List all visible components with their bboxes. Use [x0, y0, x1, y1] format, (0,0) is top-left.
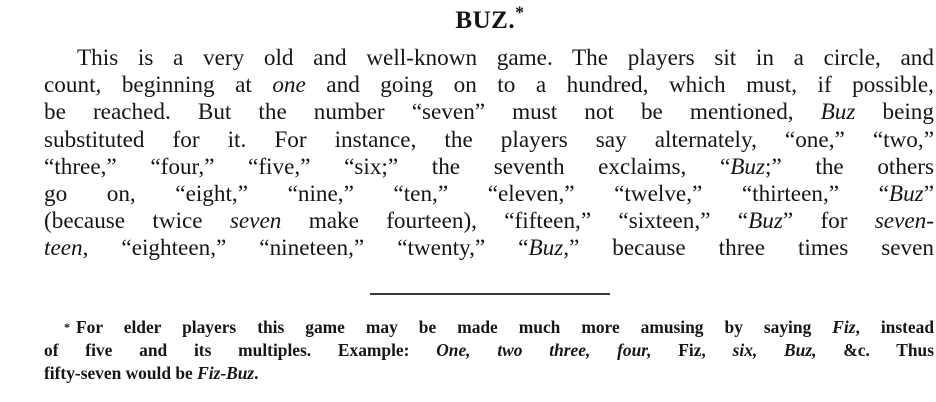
text-run: This is a very old and well-known game. The players sit in a circle, and	[77, 45, 934, 71]
footnote	[44, 316, 934, 384]
italic-text-run: Fiz	[832, 317, 856, 337]
italic-text-run: Buz	[820, 99, 856, 126]
text-run: substituted for it. For instance, the players say alternately, “one,” “two,”	[44, 126, 934, 153]
text-run: being	[855, 99, 934, 126]
body-line-7	[44, 208, 934, 235]
text-run: and going on to a hundred, which must, if possible,	[305, 72, 934, 99]
italic-text-run: Buz	[748, 208, 783, 235]
body-line-2	[44, 72, 934, 99]
text-run: , “eighteen,” “nineteen,” “twenty,” “	[82, 235, 529, 262]
text-run: make fourteen), “fifteen,” “sixteen,” “	[281, 208, 749, 235]
text-run: ”	[923, 181, 934, 208]
text-run: go on, “eight,” “nine,” “ten,” “eleven,” “twelve,” “thirteen,” “	[44, 181, 889, 208]
text-run: “three,” “four,” “five,” “six;” the seventh exclaims, “	[44, 153, 731, 180]
footnote-line-1	[44, 316, 934, 339]
footnote-line-1-text	[76, 317, 934, 337]
text-run: fifty-seven would be	[44, 362, 198, 383]
body-line-5	[44, 154, 934, 181]
footnote-reference-marker: *	[515, 2, 525, 23]
text-run: (because twice	[44, 208, 230, 235]
page-title	[0, 4, 936, 38]
body-paragraph	[44, 45, 934, 263]
italic-text-run: One, two three, four,	[436, 339, 652, 360]
italic-text-run: seven-	[874, 208, 934, 235]
footnote-marker: *	[64, 320, 70, 334]
text-run: ;” the others	[765, 153, 934, 180]
italic-text-run: Buz	[730, 153, 766, 180]
text-run: &c. Thus	[816, 339, 934, 360]
body-line-4	[44, 127, 934, 154]
text-run: , instead	[855, 317, 934, 337]
text-run: .	[254, 362, 259, 383]
italic-text-run: six, Buz,	[732, 339, 817, 360]
footnote-line-3	[44, 362, 934, 385]
body-line-1	[44, 45, 934, 72]
body-line-3	[44, 99, 934, 126]
italic-text-run: Fiz-Buz	[197, 362, 255, 383]
text-run: Fiz,	[651, 339, 733, 360]
text-run: ,” because three times seven	[563, 235, 934, 262]
text-run: count, beginning at	[44, 72, 273, 99]
italic-text-run: teen	[44, 235, 83, 262]
title-text: BUZ.	[455, 7, 516, 34]
italic-text-run: seven	[229, 208, 282, 235]
footnote-separator-rule	[370, 293, 610, 295]
text-run: be reached. But the number “seven” must not be mentioned,	[44, 99, 821, 126]
italic-text-run: one	[272, 72, 306, 99]
text-run: of five and its multiples. Example:	[44, 339, 437, 360]
text-run: For elder players this game may be made much more amusing by saying	[76, 317, 833, 337]
footnote-line-2	[44, 339, 934, 362]
body-line-8	[44, 235, 934, 262]
italic-text-run: Buz	[888, 181, 924, 208]
text-run: ” for	[782, 208, 875, 235]
italic-text-run: Buz	[528, 235, 564, 262]
body-line-6	[44, 181, 934, 208]
